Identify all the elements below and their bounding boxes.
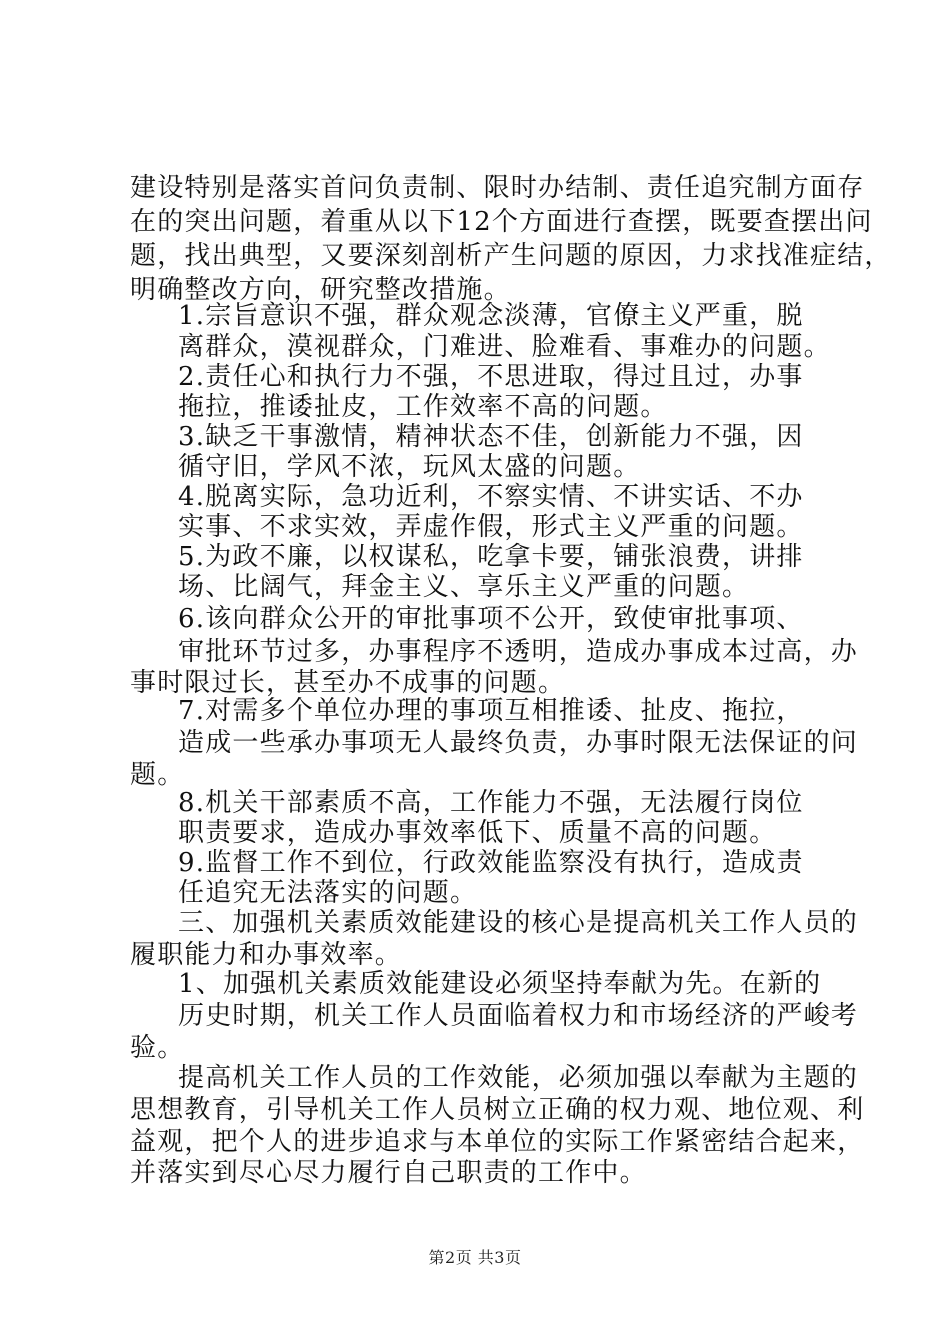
- section-heading-line: 三、加强机关素质效能建设的核心是提高机关工作人员的: [178, 908, 859, 938]
- paragraph-line: 益观，把个人的进步追求与本单位的实际工作紧密结合起来，: [130, 1127, 865, 1157]
- list-item-line: 实事、不求实效，弄虚作假，形式主义严重的问题。: [178, 512, 804, 542]
- list-item-line: 7.对需多个单位办理的事项互相推诿、扯皮、拖拉，: [178, 696, 804, 726]
- text-line: 明确整改方向，研究整改措施。: [130, 275, 511, 305]
- list-item-line: 事时限过长，甚至办不成事的问题。: [130, 668, 566, 698]
- list-item-line: 离群众，漠视群众，门难进、脸难看、事难办的问题。: [178, 332, 831, 362]
- list-item-line: 职责要求，造成办事效率低下、质量不高的问题。: [178, 818, 777, 848]
- paragraph-line: 思想教育，引导机关工作人员树立正确的权力观、地位观、利: [130, 1095, 865, 1125]
- list-item-line: 4.脱离实际，急功近利，不察实情、不讲实话、不办: [178, 482, 804, 512]
- paragraph-line: 验。: [130, 1033, 185, 1063]
- section-heading-line: 履职能力和办事效率。: [130, 940, 403, 970]
- text-line: 在的突出问题，着重从以下12个方面进行查摆，既要查摆出问: [130, 207, 873, 237]
- paragraph-line: 提高机关工作人员的工作效能，必须加强以奉献为主题的: [178, 1063, 859, 1093]
- text-line: 题，找出典型，又要深刻剖析产生问题的原因，力求找准症结，: [130, 241, 892, 271]
- list-item-line: 9.监督工作不到位，行政效能监察没有执行，造成责: [178, 848, 804, 878]
- list-item-line: 审批环节过多，办事程序不透明，造成办事成本过高，办: [178, 637, 859, 667]
- list-item-line: 1.宗旨意识不强，群众观念淡薄，官僚主义严重，脱: [178, 301, 804, 331]
- list-item-line: 拖拉，推诿扯皮，工作效率不高的问题。: [178, 392, 668, 422]
- paragraph-line: 历史时期，机关工作人员面临着权力和市场经济的严峻考: [178, 1001, 859, 1031]
- page-number: 第2页 共3页: [428, 1248, 522, 1267]
- list-item-line: 2.责任心和执行力不强，不思进取，得过且过，办事: [178, 362, 804, 392]
- paragraph-line: 并落实到尽心尽力履行自己职责的工作中。: [130, 1158, 647, 1188]
- list-item-line: 8.机关干部素质不高，工作能力不强，无法履行岗位: [178, 788, 804, 818]
- list-item-line: 场、比阔气，拜金主义、享乐主义严重的问题。: [178, 572, 750, 602]
- paragraph-line: 1、加强机关素质效能建设必须坚持奉献为先。在新的: [178, 969, 822, 999]
- list-item-line: 任追究无法落实的问题。: [178, 878, 478, 908]
- list-item-line: 6.该向群众公开的审批事项不公开，致使审批事项、: [178, 604, 804, 634]
- list-item-line: 循守旧，学风不浓，玩风太盛的问题。: [178, 452, 641, 482]
- list-item-line: 题。: [130, 760, 185, 790]
- list-item-line: 3.缺乏干事激情，精神状态不佳，创新能力不强，因: [178, 422, 804, 452]
- list-item-line: 5.为政不廉，以权谋私，吃拿卡要，铺张浪费，讲排: [178, 542, 804, 572]
- text-line: 建设特别是落实首问负责制、限时办结制、责任追究制方面存: [130, 173, 865, 203]
- list-item-line: 造成一些承办事项无人最终负责，办事时限无法保证的问: [178, 728, 859, 758]
